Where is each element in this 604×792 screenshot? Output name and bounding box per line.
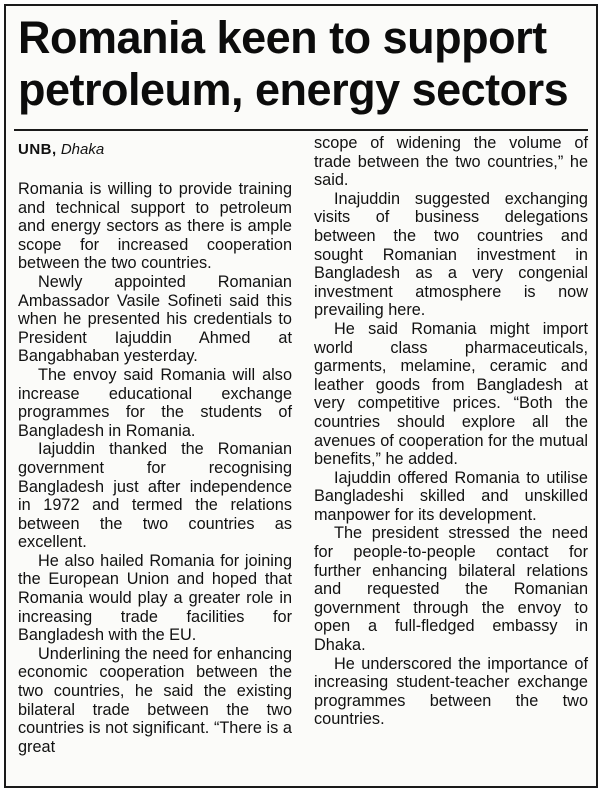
paragraph: The envoy said Romania will also increase educational exchange programmes for the students of Bangladesh in Romania.: [18, 365, 292, 440]
paragraph: Iajuddin thanked the Romanian government for recognising Bangladesh just after independence in 1972 and termed the relations between the two countries as excellent.: [18, 440, 292, 552]
paragraph: Romania is willing to provide training and technical support to petroleum and energy sectors as there is ample scope for increased cooperation between the two countries.: [18, 180, 292, 273]
paragraph: He also hailed Romania for joining the European Union and hoped that Romania would play a greater role in increasing trade facilities for Bangladesh with the EU.: [18, 551, 292, 645]
paragraph: He underscored the importance of increasing student-teacher exchange programmes between the two countries.: [314, 654, 588, 729]
column-left: [18, 134, 292, 756]
article-body: [18, 134, 588, 784]
byline-place: Dhaka: [60, 141, 105, 158]
byline-agency: UNB,: [18, 141, 57, 158]
column-right: [314, 134, 588, 729]
headline: [6, 6, 596, 116]
paragraph: He said Romania might import world class pharmaceuticals, garments, melamine, ceramic and leather goods from Bangladesh at very competitive prices. “Both the countries should explore all the avenues of cooperation for the mutual benefits,” he added.: [314, 319, 588, 469]
headline-line-1: Romania keen to support: [18, 12, 547, 63]
paragraph: Underlining the need for enhancing economic cooperation between the two countries, he said the existing bilateral trade between the two countries is not significant. “There is a great: [18, 644, 292, 756]
news-clipping: [4, 4, 598, 788]
paragraph: Iajuddin offered Romania to utilise Bangladeshi skilled and unskilled manpower for its development.: [314, 468, 588, 524]
headline-line-2: petroleum, energy sectors: [18, 64, 569, 115]
paragraph: Newly appointed Romanian Ambassador Vasile Sofineti said this when he presented his credentials to President Iajuddin Ahmed at Bangabhaban yesterday.: [18, 272, 292, 366]
paragraph-continued: scope of widening the volume of trade between the two countries,” he said.: [314, 134, 588, 190]
byline: [18, 140, 292, 160]
headline-divider: [14, 129, 588, 131]
paragraph: Inajuddin suggested exchanging visits of business delegations between the two countries and sought Romanian investment in Bangladesh as a very congenial investment atmosphere is now prevailing here.: [314, 189, 588, 320]
paragraph: The president stressed the need for people-to-people contact for further enhancing bilateral relations and requested the Romanian government through the envoy to open a full-fledged embassy in Dhaka.: [314, 524, 588, 655]
